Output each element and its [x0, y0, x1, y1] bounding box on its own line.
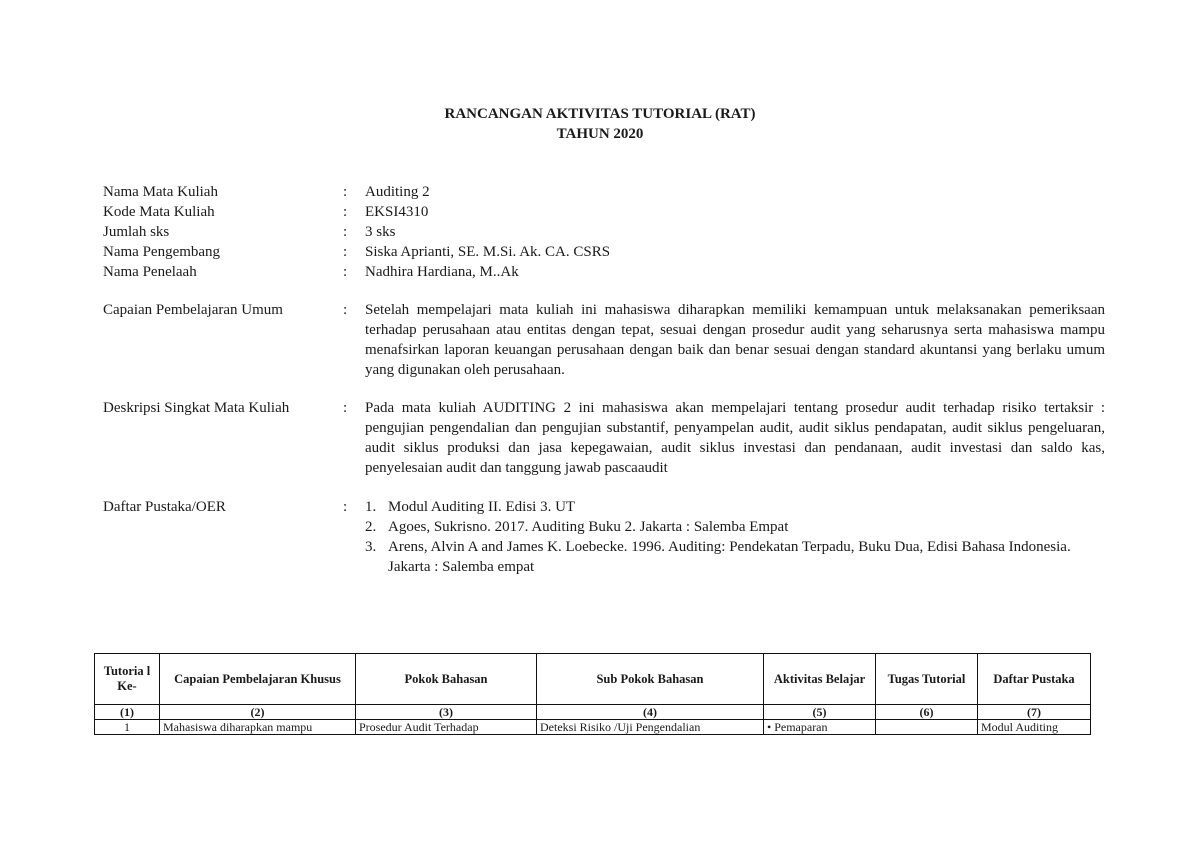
table-cell-tutorial: 1 — [95, 720, 160, 735]
info-row-kode-mk — [103, 202, 1105, 222]
table-row — [95, 720, 1091, 735]
header-capaian-khusus: Capaian Pembelajaran Khusus — [160, 654, 356, 705]
reference-text: Agoes, Sukrisno. 2017. Auditing Buku 2. Jakarta : Salemba Empat — [388, 519, 789, 535]
header-pokok-bahasan: Pokok Bahasan — [356, 654, 537, 705]
reference-number: 3. — [365, 539, 377, 555]
column-number: (3) — [356, 705, 537, 720]
deskripsi-section — [103, 398, 1105, 478]
table-cell-pokok: Prosedur Audit Terhadap — [356, 720, 537, 735]
column-number: (2) — [160, 705, 356, 720]
table-cell-aktivitas: • Pemaparan — [764, 720, 876, 735]
info-value: 3 sks — [365, 224, 396, 240]
reference-text: Arens, Alvin A and James K. Loebecke. 1996. Auditing: Pendekatan Terpadu, Buku Dua, Edisi Bahasa Indonesia. Jakarta : Salemba empat — [388, 539, 1071, 575]
info-label: Kode Mata Kuliah — [103, 204, 215, 220]
reference-number: 2. — [365, 519, 377, 535]
info-row-penelaah — [103, 262, 1105, 282]
colon: : — [343, 184, 348, 200]
capaian-section — [103, 300, 1105, 380]
info-label: Nama Mata Kuliah — [103, 184, 218, 200]
info-value: Auditing 2 — [365, 184, 430, 200]
header-aktivitas-belajar: Aktivitas Belajar — [764, 654, 876, 705]
colon: : — [343, 204, 348, 220]
table-cell-pustaka: Modul Auditing — [978, 720, 1091, 735]
pustaka-section — [103, 497, 1105, 577]
info-row-sks — [103, 222, 1105, 242]
colon: : — [343, 244, 348, 260]
info-label: Jumlah sks — [103, 224, 170, 240]
pustaka-label: Daftar Pustaka/OER — [103, 499, 226, 515]
table-header-row — [95, 654, 1091, 705]
colon: : — [343, 302, 348, 318]
info-value: EKSI4310 — [365, 204, 429, 220]
table-cell-tugas — [876, 720, 978, 735]
capaian-text: Setelah mempelajari mata kuliah ini mahasiswa diharapkan memiliki kemampuan untuk melaksanakan pemeriksaan terhadap perusahaan atau entitas dengan tepat, sesuai dengan prosedur audit yang seharusnya serta mahasiswa mampu menafsirkan laporan keuangan perusahaan dengan baik dan benar sesuai dengan standard akuntansi yang berlaku umum yang digunakan oleh perusahaan. — [365, 302, 1105, 378]
reference-number: 1. — [365, 499, 377, 515]
column-number: (6) — [876, 705, 978, 720]
table-cell-capaian: Mahasiswa diharapkan mampu — [160, 720, 356, 735]
header-sub-pokok-bahasan: Sub Pokok Bahasan — [537, 654, 764, 705]
column-number: (7) — [978, 705, 1091, 720]
reference-item — [365, 537, 1105, 577]
colon: : — [343, 224, 348, 240]
deskripsi-label: Deskripsi Singkat Mata Kuliah — [103, 400, 290, 416]
table-cell-sub-pokok: Deteksi Risiko /Uji Pengendalian — [537, 720, 764, 735]
header-daftar-pustaka: Daftar Pustaka — [978, 654, 1091, 705]
column-number: (1) — [95, 705, 160, 720]
info-value: Siska Aprianti, SE. M.Si. Ak. CA. CSRS — [365, 244, 611, 260]
info-label: Nama Pengembang — [103, 244, 221, 260]
info-label: Nama Penelaah — [103, 264, 197, 280]
reference-item — [365, 497, 1105, 517]
reference-text: Modul Auditing II. Edisi 3. UT — [388, 499, 576, 515]
colon: : — [343, 400, 348, 416]
colon: : — [343, 499, 348, 515]
info-row-nama-mk — [103, 182, 1105, 202]
info-value: Nadhira Hardiana, M..Ak — [365, 264, 519, 280]
capaian-label: Capaian Pembelajaran Umum — [103, 302, 283, 318]
tutorial-table — [94, 653, 1091, 735]
info-row-pengembang — [103, 242, 1105, 262]
course-info-block — [103, 182, 1105, 282]
deskripsi-text: Pada mata kuliah AUDITING 2 ini mahasiswa akan mempelajari tentang prosedur audit terhadap risiko tertaksir : pengujian pengendalian dan pengujian substantif, penyampelan audit, audit siklus pendapatan, audit siklus pengeluaran, audit siklus produksi dan jasa kepegawaian, audit siklus investasi dan pendanaan, audit investasi dan saldo kas, penyelesaian audit dan tanggung jawab pascaaudit — [365, 400, 1105, 476]
document-title — [0, 104, 1200, 144]
reference-item — [365, 517, 1105, 537]
table-column-number-row — [95, 705, 1091, 720]
header-tutorial-ke: Tutoria l Ke- — [95, 654, 160, 705]
reference-list — [365, 497, 1105, 577]
column-number: (4) — [537, 705, 764, 720]
colon: : — [343, 264, 348, 280]
header-tugas-tutorial: Tugas Tutorial — [876, 654, 978, 705]
title-line-1: RANCANGAN AKTIVITAS TUTORIAL (RAT) — [444, 106, 756, 122]
title-line-2: TAHUN 2020 — [556, 126, 644, 142]
column-number: (5) — [764, 705, 876, 720]
